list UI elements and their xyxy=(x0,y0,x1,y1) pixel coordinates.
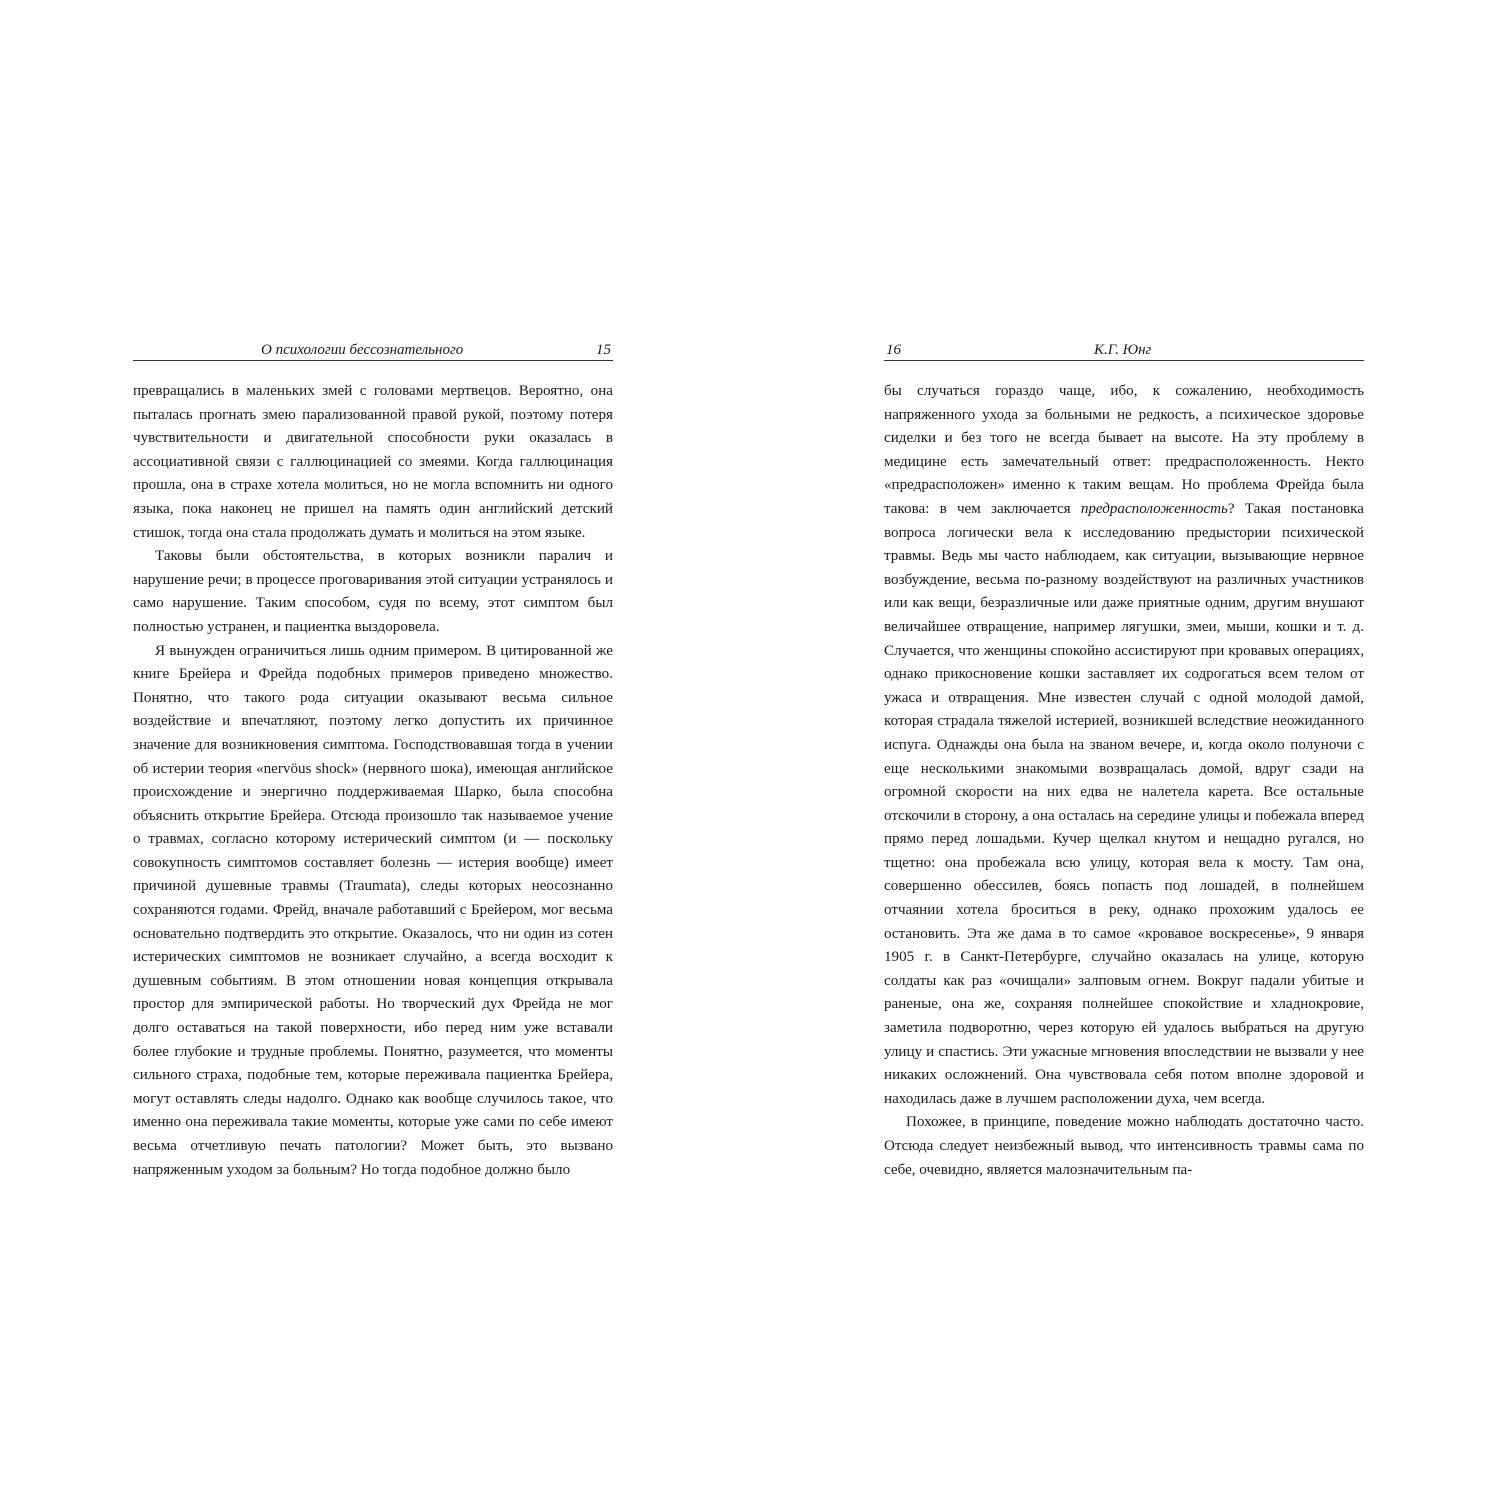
paragraph: превращались в маленьких змей с головами мертвецов. Вероятно, она пыталась прогнать змею парализованной правой рукой, поэтому потеря чувствительности и двигательной способности руки оказалась в ассоциативной связи с галлюцинацией со змеями. Когда галлюцинация прошла, она в страхе хотела молиться, но не могла вспомнить ни одного языка, пока наконец не пришел на память один английский детский стишок, тогда она стала продолжать думать и молиться на этом языке. xyxy=(133,383,613,541)
right-page xyxy=(884,340,1364,1182)
right-header-title: К.Г. Юнг xyxy=(1094,342,1152,358)
left-body-text xyxy=(133,380,613,1182)
paragraph: Я вынужден ограничиться лишь одним примером. В цитированной же книге Брейера и Фрейда подобных примеров приведено множество. Понятно, что такого рода ситуации оказывают весьма сильное воздействие и впечатляют, поэтому легко допустить их причинное значение для возникновения симптома. Господствовавшая тогда в учении об истерии теория «nervöus shock» (нервного шока), имеющая английское происхождение и энергично поддерживаемая Шарко, была способна объяснить открытие Брейера. Отсюда произошло так называемое учение о травмах, согласно которому истерический симптом (и — поскольку совокупность симптомов составляет болезнь — истерия вообще) имеет причиной душевные травмы (Traumata), следы которых неосознанно сохраняются годами. Фрейд, вначале работавший с Брейером, мог весьма основательно подтвердить это открытие. Оказалось, что ни один из сотен истерических симптомов не возникает случайно, а всегда восходит к душевным событиям. В этом отношении новая концепция открывала простор для эмпирической работы. Но творческий дух Фрейда не мог долго оставаться на такой поверхности, ибо перед ним уже вставали более глубокие и трудные проблемы. Понятно, разумеется, что моменты сильного страха, подобные тем, которые переживала пациентка Брейера, могут оставлять следы надолго. Однако как вообще случилось такое, что именно она переживала такие моменты, которые уже сами по себе имеют весьма отчетливую печать патологии? Может быть, это вызвано напряженным уходом за больным? Но тогда подобное должно было xyxy=(133,642,613,1178)
right-body-text xyxy=(884,380,1364,1182)
paragraph: Похожее, в принципе, поведение можно наблюдать достаточно часто. Отсюда следует неизбежный вывод, что интенсивность травмы сама по себе, очевидно, является малозначительным па- xyxy=(884,1114,1364,1178)
right-running-head xyxy=(884,340,1364,361)
right-page-number: 16 xyxy=(886,342,901,358)
left-page xyxy=(133,340,613,1182)
paragraph xyxy=(884,380,1364,1111)
paragraph: Таковы были обстоятельства, в которых возникли паралич и нарушение речи; в процессе проговаривания этой ситуации устранялось и само нарушение. Таким способом, судя по всему, этот симптом был полностью устранен, и пациентка выздоровела. xyxy=(133,548,613,635)
paragraph-part: бы случаться гораздо чаще, ибо, к сожалению, необходимость напряженного ухода за больными не редкость, а психическое здоровье сиделки и без того не всегда бывает на высоте. На эту проблему в медицине есть замечательный ответ: предрасположенность. Некто «предрасположен» именно к таким вещам. Но проблема Фрейда была такова: в чем заключается xyxy=(884,383,1364,517)
paragraph-part: ? Такая постановка вопроса логически вела к исследованию предыстории психической травмы. Ведь мы часто наблюдаем, как ситуации, вызывающие нервное возбуждение, весьма по-разному воздействуют на различных участников или как вещи, безразличные или даже приятные одним, другим внушают величайшее отвращение, например лягушки, змеи, мыши, кошки и т. д. Случается, что женщины спокойно ассистируют при кровавых операциях, однако прикосновение кошки заставляет их содрогаться всем телом от ужаса и отвращения. Мне известен случай с одной молодой дамой, которая страдала тяжелой истерией, возникшей вследствие неожиданного испуга. Однажды она была на званом вечере, и, когда около полуночи с еще несколькими знакомыми возвращалась домой, вдруг сзади на огромной скорости на них едва не налетела карета. Все остальные отскочили в сторону, а она осталась на середине улицы и побежала вперед прямо перед лошадьми. Кучер щелкал кнутом и нещадно ругался, но тщетно: она пробежала всю улицу, которая вела к мосту. Там она, совершенно обессилев, боясь попасть под лошадей, в полнейшем отчаянии хотела броситься в реку, однако прохожим удалось ее остановить. Эта же дама в то самое «кровавое воскресенье», 9 января 1905 г. в Санкт-Петербурге, случайно оказалась на улице, которую солдаты как раз «очищали» залповым огнем. Вокруг падали убитые и раненые, она же, сохраняя полнейшее спокойствие и хладнокровие, заметила подворотню, через которую ей удалось выбраться на другую улицу и спастись. Эти ужасные мгновения впоследствии не вызвали у нее никаких осложнений. Она чувствовала себя потом вполне здоровой и находилась даже в лучшем расположении духа, чем всегда. xyxy=(884,500,1364,1107)
left-running-head xyxy=(133,340,613,361)
left-header-title: О психологии бессознательного xyxy=(261,342,464,358)
emphasized-term: предрасположенность xyxy=(1080,500,1228,517)
left-page-number: 15 xyxy=(596,342,611,358)
